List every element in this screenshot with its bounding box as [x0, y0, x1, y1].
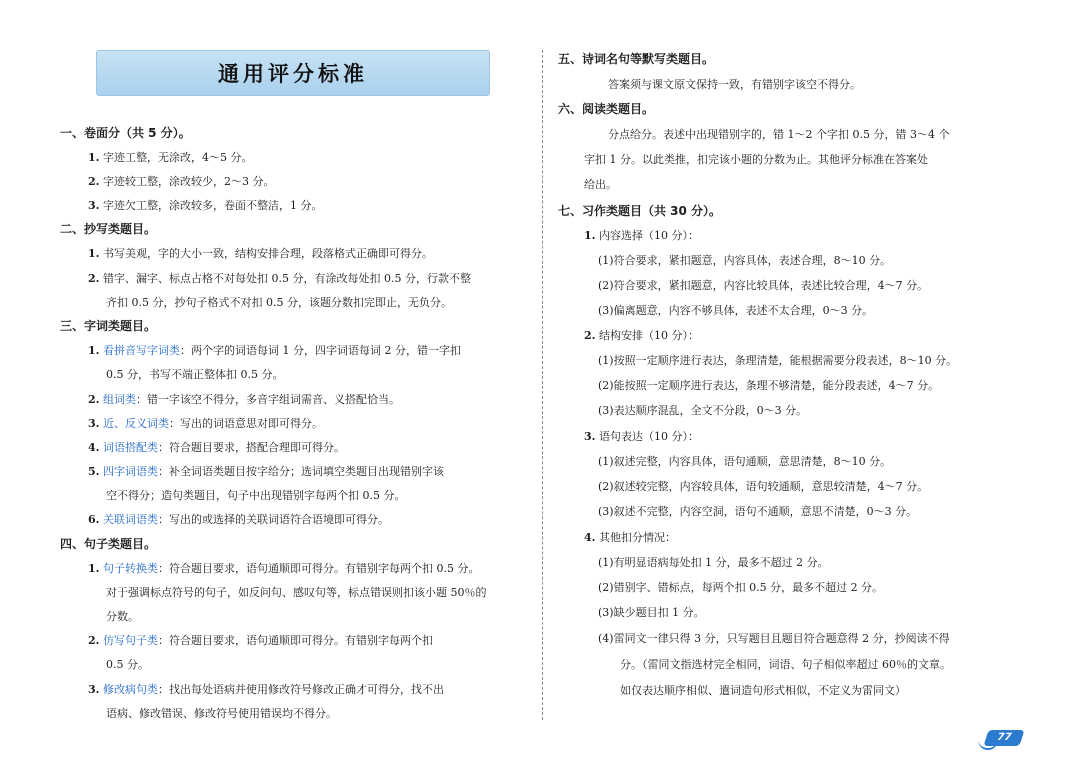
category-keyword: 关联词语类 [102, 513, 158, 526]
section-heading: 七、习作类题目（共 30 分）。 [558, 204, 722, 218]
criteria-item: (1)叙述完整，内容具体，语句通顺，意思清楚，8～10 分。 [598, 455, 892, 468]
category-keyword: 修改病句类 [102, 683, 158, 696]
list-item: 2. 错字、漏字、标点占格不对每处扣 0.5 分，有涂改每处扣 0.5 分，行款不整 [88, 272, 471, 285]
list-item: 2. 仿写句子类：符合题目要求，语句通顺即可得分。有错别字每两个扣 [88, 634, 433, 647]
criteria-item: (3)缺少题目扣 1 分。 [598, 606, 705, 619]
column-divider [542, 50, 543, 720]
list-item: 1. 看拼音写字词类：两个字的词语每词 1 分，四字词语每词 2 分，错一字扣 [88, 344, 461, 357]
criteria-item: (2)符合要求，紧扣题意，内容比较具体，表述比较合理，4～7 分。 [598, 279, 929, 292]
section-heading: 六、阅读类题目。 [558, 102, 655, 116]
list-item-continuation: 对于强调标点符号的句子，如反问句、感叹句等，标点错误则扣该小题 50％的 [106, 586, 487, 599]
category-keyword: 四字词语类 [102, 465, 158, 478]
paragraph: 答案须与课文原文保持一致，有错别字该空不得分。 [608, 78, 861, 91]
paragraph: 给出。 [584, 178, 617, 191]
list-item: 2. 字迹较工整，涂改较少，2～3 分。 [88, 175, 275, 188]
title-banner [96, 50, 490, 96]
criteria-item: (4)雷同文一律只得 3 分，只写题目且题目符合题意得 2 分，抄阅读不得 [598, 632, 950, 645]
criteria-item: (2)错别字、错标点，每两个扣 0.5 分，最多不超过 2 分。 [598, 581, 884, 594]
criteria-item: (2)能按照一定顺序进行表达，条理不够清楚，能分段表述，4～7 分。 [598, 379, 940, 392]
list-item: 3. 语句表达（10 分）： [584, 430, 699, 443]
list-item-continuation: 齐扣 0.5 分，抄句子格式不对扣 0.5 分，该题分数扣完即止，无负分。 [106, 296, 452, 309]
list-item: 1. 句子转换类：符合题目要求，语句通顺即可得分。有错别字每两个扣 0.5 分。 [88, 562, 480, 575]
list-item: 2. 结构安排（10 分）： [584, 329, 699, 342]
list-item: 2. 组词类：错一字该空不得分，多音字组词需音、义搭配恰当。 [88, 393, 400, 406]
criteria-item: (3)偏离题意，内容不够具体，表述不太合理，0～3 分。 [598, 304, 874, 317]
list-item: 5. 四字词语类：补全词语类题目按字给分；选词填空类题目出现错别字该 [88, 465, 444, 478]
list-item: 3. 字迹欠工整，涂改较多，卷面不整洁，1 分。 [88, 199, 323, 212]
page-number: 77 [983, 730, 1024, 746]
list-item: 1. 字迹工整，无涂改，4～5 分。 [88, 151, 253, 164]
category-keyword: 句子转换类 [102, 562, 158, 575]
criteria-continuation: 如仅表达顺序相似、遣词造句形式相似，不定义为雷同文） [620, 684, 906, 697]
list-item: 4. 其他扣分情况： [584, 531, 676, 544]
list-item: 6. 关联词语类：写出的或选择的关联词语符合语境即可得分。 [88, 513, 389, 526]
list-item-continuation: 分数。 [106, 610, 139, 623]
section-heading: 四、句子类题目。 [60, 537, 157, 551]
paragraph: 分点给分。表述中出现错别字的，错 1～2 个字扣 0.5 分，错 3～4 个 [608, 128, 950, 141]
category-keyword: 仿写句子类 [102, 634, 158, 647]
criteria-item: (1)有明显语病每处扣 1 分，最多不超过 2 分。 [598, 556, 829, 569]
list-item: 3. 近、反义词类：写出的词语意思对即可得分。 [88, 417, 323, 430]
section-heading: 三、字词类题目。 [60, 319, 157, 333]
page-title: 通用评分标准 [218, 62, 368, 86]
list-item-continuation: 语病、修改错误、修改符号使用错误均不得分。 [106, 707, 337, 720]
list-item: 1. 书写美观，字的大小一致，结构安排合理，段落格式正确即可得分。 [88, 247, 433, 260]
section-heading: 二、抄写类题目。 [60, 222, 157, 236]
list-item: 4. 词语搭配类：符合题目要求，搭配合理即可得分。 [88, 441, 345, 454]
category-keyword: 看拼音写字词类 [102, 344, 180, 357]
list-item-continuation: 0.5 分，书写不端正整体扣 0.5 分。 [106, 368, 284, 381]
list-item: 1. 内容选择（10 分）： [584, 229, 699, 242]
criteria-item: (3)表达顺序混乱，全文不分段，0～3 分。 [598, 404, 808, 417]
criteria-item: (1)符合要求，紧扣题意，内容具体，表述合理，8～10 分。 [598, 254, 892, 267]
section-heading: 五、诗词名句等默写类题目。 [558, 52, 715, 66]
paragraph: 字扣 1 分。以此类推，扣完该小题的分数为止。其他评分标准在答案处 [584, 153, 928, 166]
criteria-continuation: 分。（雷同文指选材完全相同，词语、句子相似率超过 60％的文章。 [620, 658, 951, 671]
category-keyword: 近、反义词类 [102, 417, 169, 430]
list-item-continuation: 0.5 分。 [106, 658, 149, 671]
criteria-item: (1)按照一定顺序进行表达，条理清楚，能根据需要分段表述，8～10 分。 [598, 354, 958, 367]
list-item-continuation: 空不得分；造句类题目，句子中出现错别字每两个扣 0.5 分。 [106, 489, 406, 502]
category-keyword: 组词类 [102, 393, 136, 406]
section-heading: 一、卷面分（共 5 分）。 [60, 126, 191, 140]
list-item: 3. 修改病句类：找出每处语病并使用修改符号修改正确才可得分，找不出 [88, 683, 444, 696]
category-keyword: 词语搭配类 [102, 441, 158, 454]
criteria-item: (2)叙述较完整，内容较具体，语句较通顺，意思较清楚，4～7 分。 [598, 480, 929, 493]
criteria-item: (3)叙述不完整，内容空洞，语句不通顺，意思不清楚，0～3 分。 [598, 505, 918, 518]
